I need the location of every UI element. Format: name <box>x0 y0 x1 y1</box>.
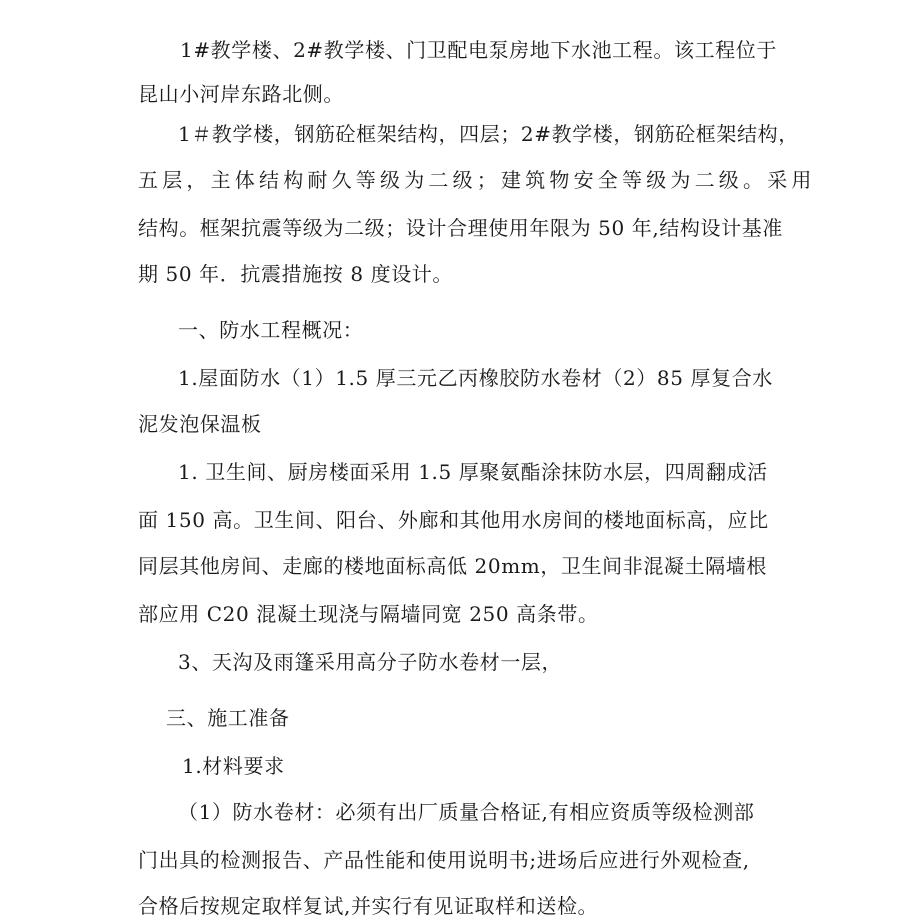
paragraph-line-18: 门出具的检测报告、产品性能和使用说明书;进场后应进行外观检查, <box>138 848 750 872</box>
section-heading-waterproofing: 一、防水工程概况： <box>178 318 364 342</box>
paragraph-line-11: 面 150 高。卫生间、阳台、外廊和其他用水房间的楼地面标高，应比 <box>138 508 769 532</box>
paragraph-line-5: 结构。框架抗震等级为二级；设计合理使用年限为 50 年,结构设计基准 <box>138 216 783 240</box>
paragraph-line-3: 1＃教学楼，钢筋砼框架结构，四层；2#教学楼，钢筋砼框架结构， <box>178 122 799 146</box>
paragraph-line-13: 部应用 C20 混凝土现浇与隔墙同宽 250 高条带。 <box>138 602 599 626</box>
section-heading-preparation: 三、施工准备 <box>166 706 290 730</box>
paragraph-line-10: 1. 卫生间、厨房楼面采用 1.5 厚聚氨酯涂抹防水层，四周翻成活 <box>178 460 768 484</box>
paragraph-line-17: （1）防水卷材：必须有出厂质量合格证,有相应资质等级检测部 <box>178 800 755 824</box>
paragraph-line-6: 期 50 年．抗震措施按 8 度设计。 <box>138 262 454 286</box>
paragraph-line-4: 五层，主体结构耐久等级为二级；建筑物安全等级为二级。采用 <box>138 168 816 192</box>
subsection-heading-materials: 1.材料要求 <box>182 754 285 778</box>
paragraph-line-2: 昆山小河岸东路北侧。 <box>138 82 344 106</box>
paragraph-line-19: 合格后按规定取样复试,并实行有见证取样和送检。 <box>138 894 599 918</box>
paragraph-line-9: 泥发泡保温板 <box>138 412 262 436</box>
paragraph-line-14: 3、天沟及雨篷采用高分子防水卷材一层， <box>178 650 563 674</box>
paragraph-line-8: 1.屋面防水（1）1.5 厚三元乙丙橡胶防水卷材（2）85 厚复合水 <box>178 366 773 390</box>
paragraph-line-12: 同层其他房间、走廊的楼地面标高低 20mm，卫生间非混凝土隔墙根 <box>138 554 767 578</box>
paragraph-line-1: 1#教学楼、2#教学楼、门卫配电泵房地下水池工程。该工程位于 <box>180 38 777 62</box>
